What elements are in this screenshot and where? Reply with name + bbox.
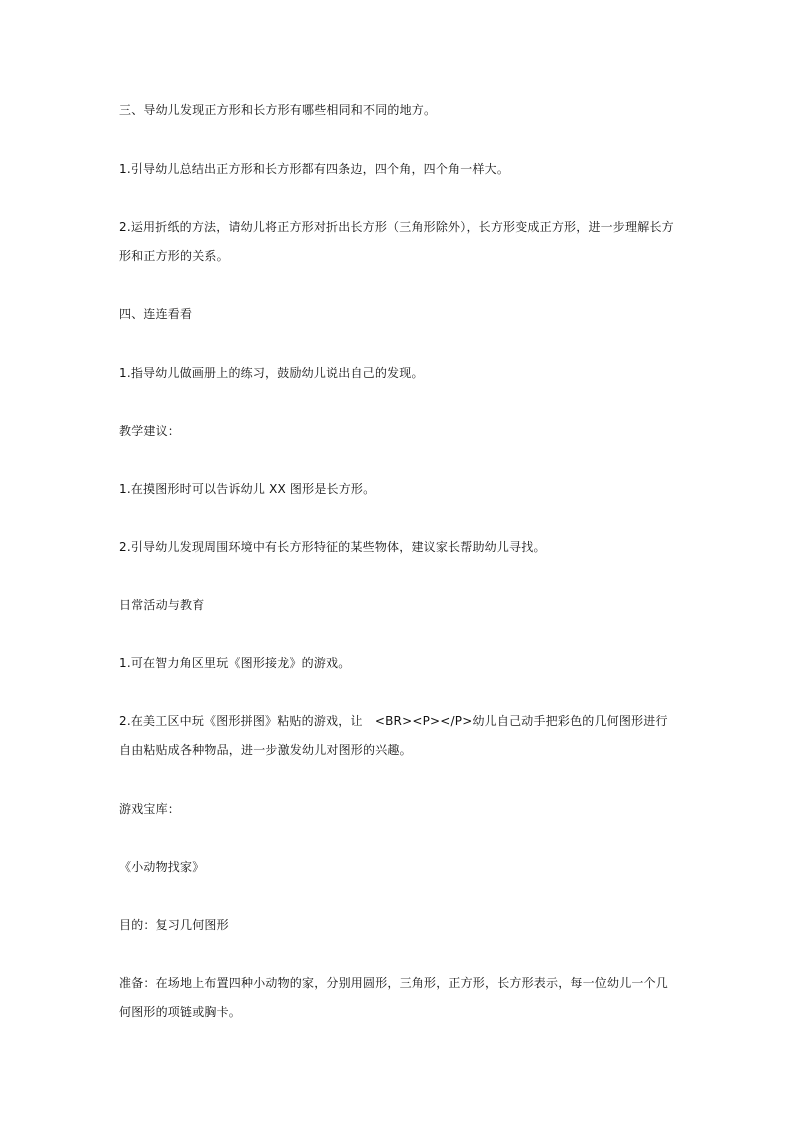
game-title: 《小动物找家》 [119,860,205,874]
teaching-suggestions-heading: 教学建议： [119,424,181,438]
game-purpose: 目的：复习几何图形 [119,918,229,932]
game-treasury-heading: 游戏宝库： [119,802,181,816]
section-three-heading: 三、导幼儿发现正方形和长方形有哪些相同和不同的地方。 [119,103,437,117]
paragraph-shape-dominoes: 1.可在智力角区里玩《图形接龙》的游戏。 [119,656,351,670]
daily-activities-heading: 日常活动与教育 [119,598,205,612]
game-preparation: 准备：在场地上布置四种小动物的家，分别用圆形，三角形，正方形，长方形表示，每一位幼儿一个几何图形的项链或胸卡。 [119,976,669,1019]
paragraph-shape-collage: 2.在美工区中玩《图形拼图》粘贴的游戏，让 <BR><P></P>幼儿自己动手把彩色的几何图形进行自由粘贴成各种物品，进一步激发幼儿对图形的兴趣。 [119,714,668,757]
paragraph-summary-sides: 1.引导幼儿总结出正方形和长方形都有四条边，四个角，四个角一样大。 [119,162,510,176]
paragraph-picture-book-exercise: 1.指导幼儿做画册上的练习，鼓励幼儿说出自己的发现。 [119,366,424,380]
paragraph-find-objects: 2.引导幼儿发现周围环境中有长方形特征的某些物体，建议家长帮助幼儿寻找。 [119,540,546,554]
section-four-heading: 四、连连看看 [119,307,193,321]
paragraph-touch-shapes: 1.在摸图形时可以告诉幼儿 XX 图形是长方形。 [119,482,376,496]
paragraph-folding-method: 2.运用折纸的方法，请幼儿将正方形对折出长方形（三角形除外），长方形变成正方形，进一步理解长方形和正方形的关系。 [119,220,674,263]
